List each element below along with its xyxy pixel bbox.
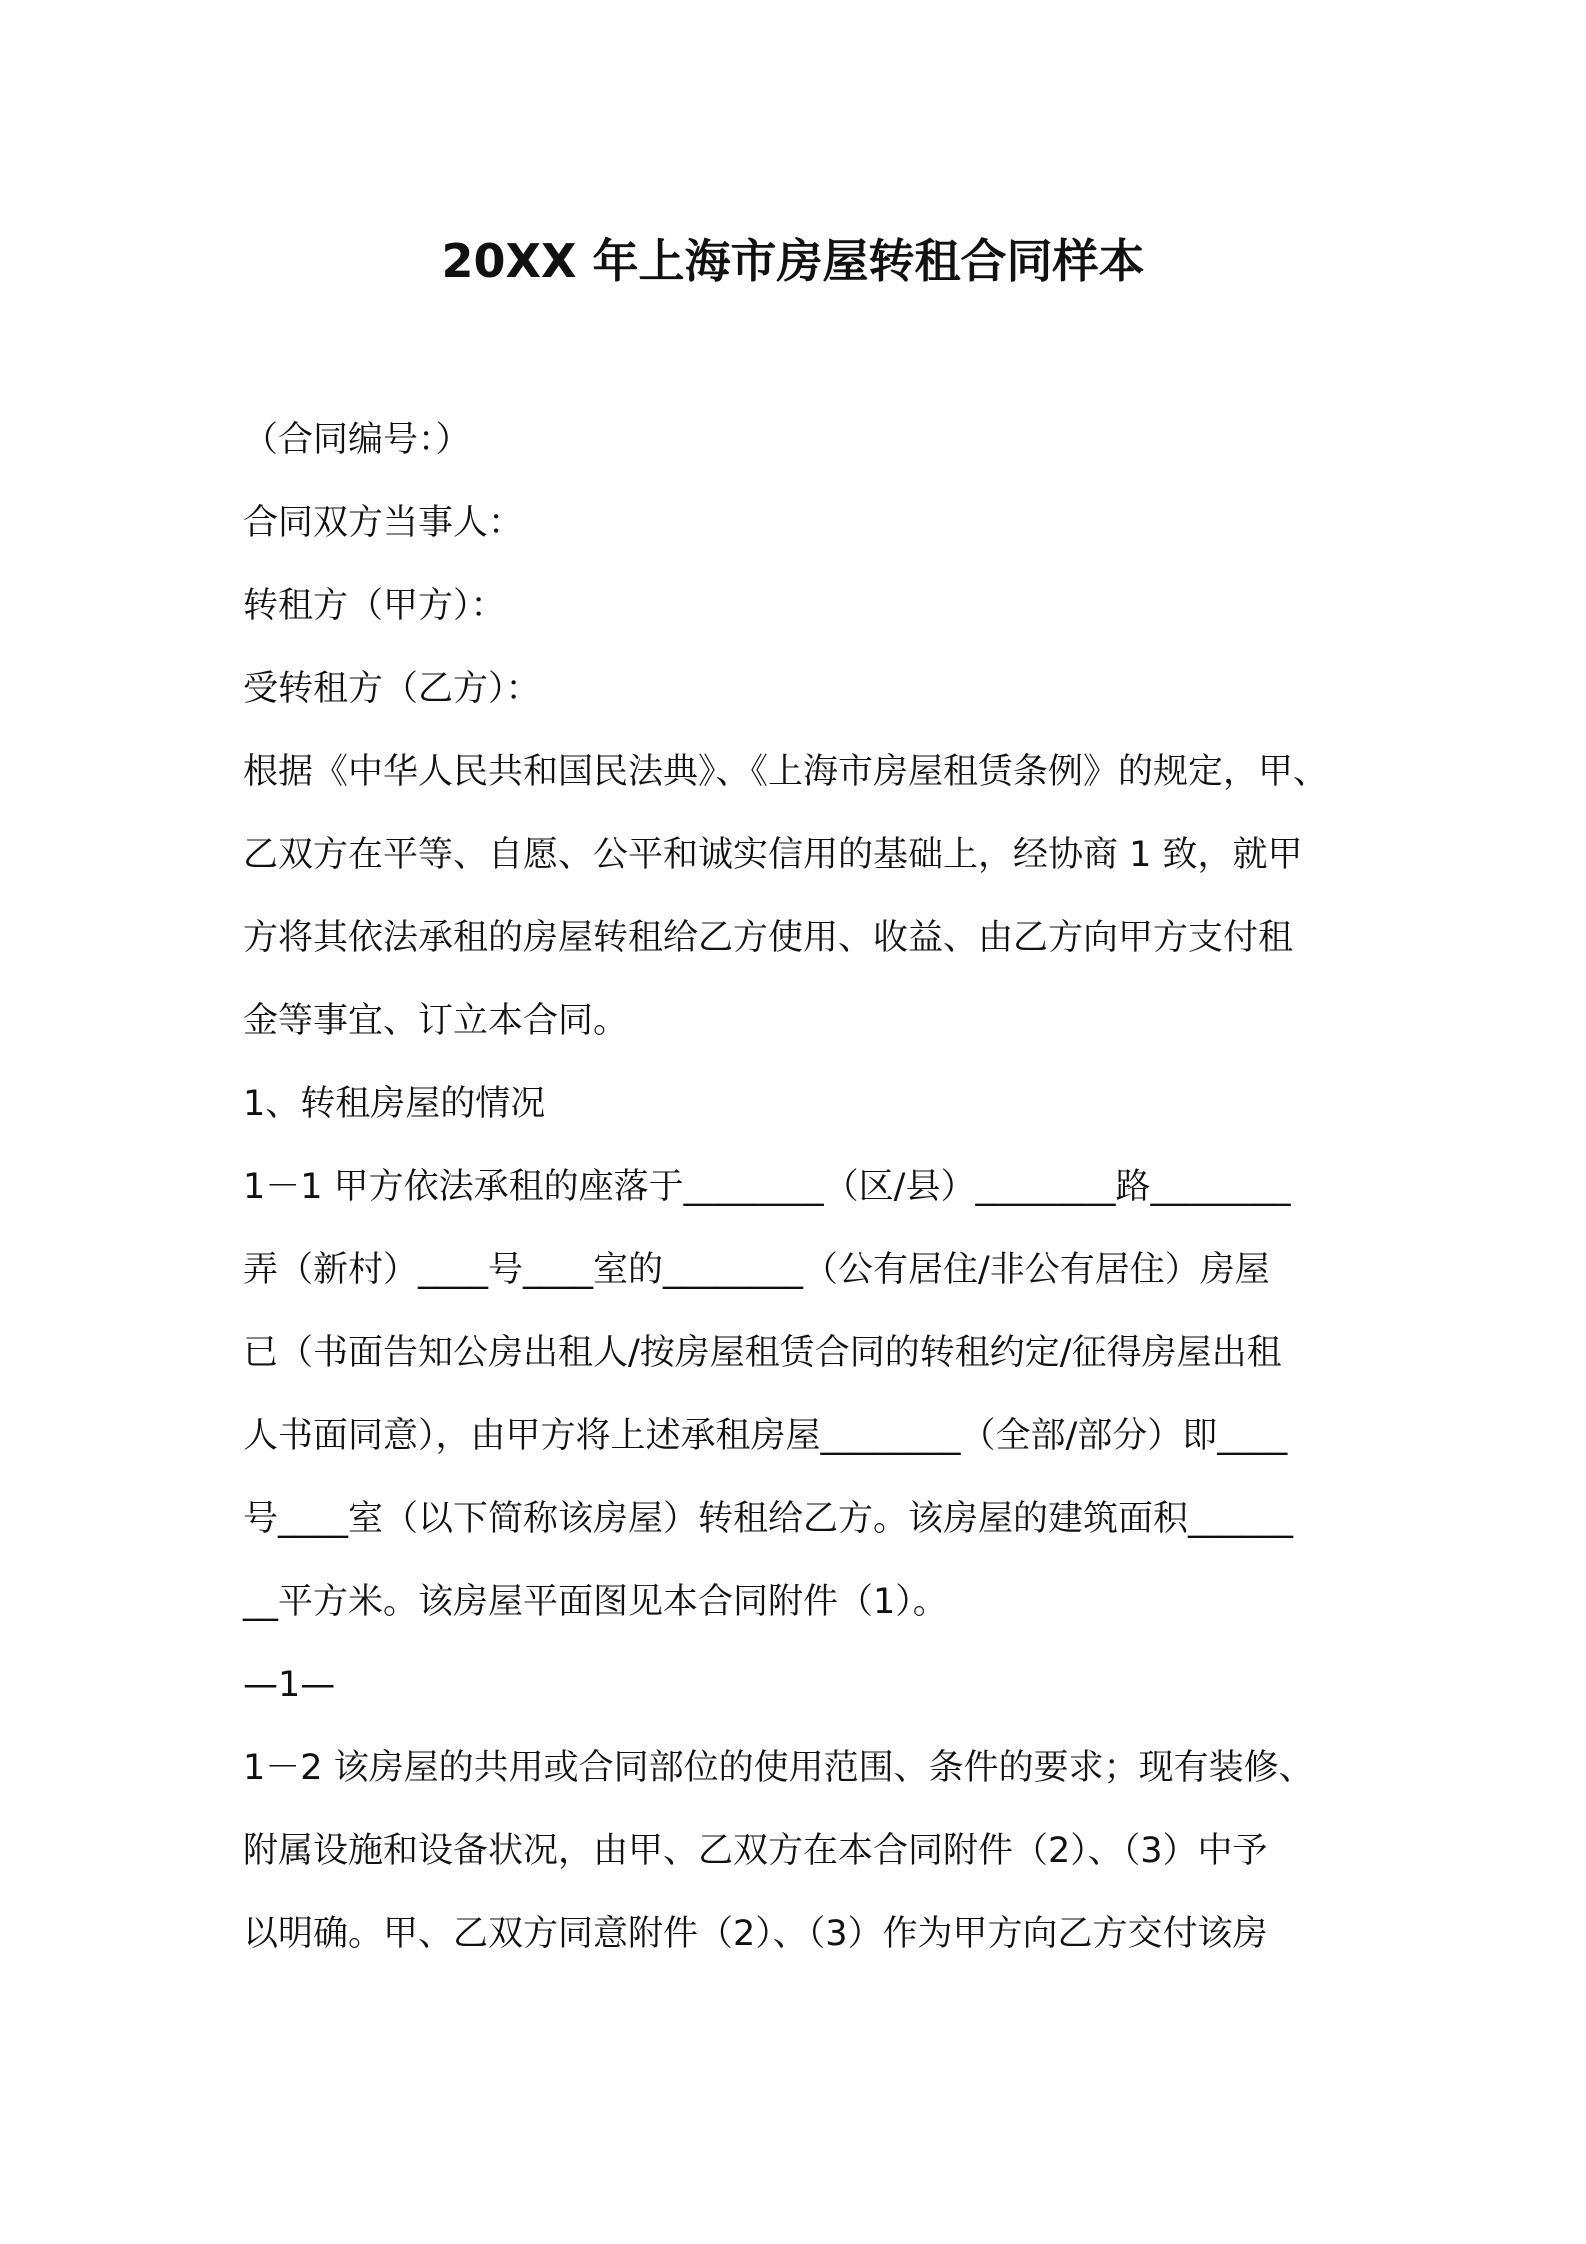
clause-1-1-line-6: __平方米。该房屋平面图见本合同附件（1）。 <box>243 1582 948 1622</box>
intro-paragraph-line-4: 金等事宜、订立本合同。 <box>243 1001 629 1041</box>
section-1-heading: 1、转租房屋的情况 <box>243 1084 546 1124</box>
clause-1-2-line-2: 附属设施和设备状况，由甲、乙双方在本合同附件（2）、（3）中予 <box>243 1831 1268 1871</box>
party-b-line: 受转租方（乙方）： <box>243 669 541 709</box>
clause-1-1-line-5: 号____室（以下简称该房屋）转租给乙方。该房屋的建筑面积______ <box>243 1499 1294 1539</box>
intro-paragraph-line-2: 乙双方在平等、自愿、公平和诚实信用的基础上，经协商 1 致，就甲 <box>243 835 1303 875</box>
clause-1-1-line-2: 弄（新村）____号____室的________（公有居住/非公有居住）房屋 <box>243 1250 1270 1290</box>
intro-paragraph-line-3: 方将其依法承租的房屋转租给乙方使用、收益、由乙方向甲方支付租 <box>243 918 1294 958</box>
clause-1-1-line-4: 人书面同意），由甲方将上述承租房屋________（全部/部分）即____ <box>243 1416 1288 1456</box>
clause-1-1-line-3: 已（书面告知公房出租人/按房屋租赁合同的转租约定/征得房屋出租 <box>243 1333 1282 1373</box>
party-a-line: 转租方（甲方）： <box>243 586 506 626</box>
clause-1-2-line-1: 1－2 该房屋的共用或合同部位的使用范围、条件的要求；现有装修、 <box>243 1748 1314 1788</box>
clause-1-1-line-1: 1－1 甲方依法承租的座落于________（区/县）________路________ <box>243 1167 1291 1207</box>
contract-number-line: （合同编号：） <box>243 420 471 460</box>
parties-heading: 合同双方当事人： <box>243 503 524 543</box>
document-title: 20XX 年上海市房屋转租合同样本 <box>441 234 1145 288</box>
page-number: —1— <box>243 1665 336 1705</box>
clause-1-2-line-3: 以明确。甲、乙双方同意附件（2）、（3）作为甲方向乙方交付该房 <box>243 1914 1268 1954</box>
intro-paragraph-line-1: 根据《中华人民共和国民法典》、《上海市房屋租赁条例》的规定，甲、 <box>243 752 1329 792</box>
